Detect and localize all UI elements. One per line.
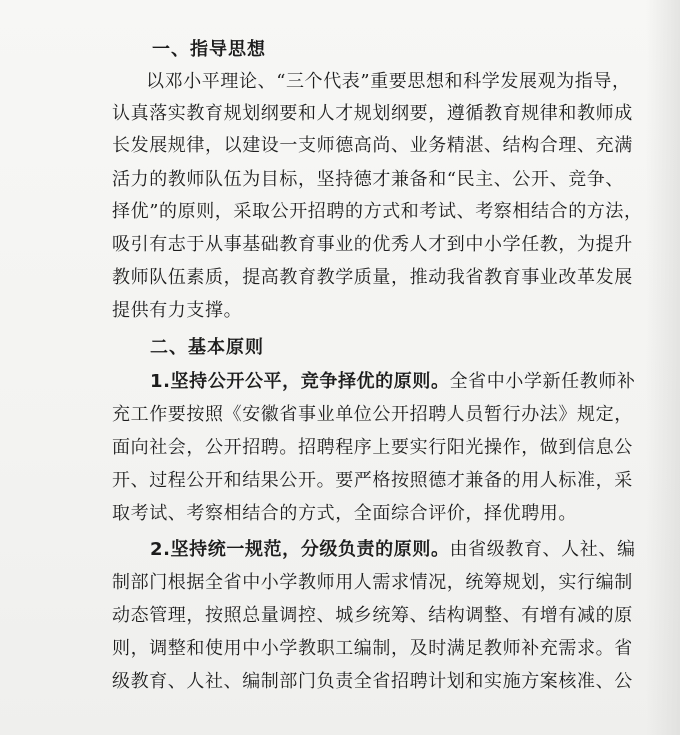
paragraph-line: 动态管理，按照总量调控、城乡统筹、结构调整、有增有减的原 bbox=[112, 605, 633, 626]
paragraph-line: 则，调整和使用中小学教职工编制，及时满足教师补充需求。省 bbox=[112, 638, 633, 659]
paragraph-line: 取考试、考察相结合的方式，全面综合评价，择优聘用。 bbox=[112, 503, 577, 524]
principle-1-title: 1.坚持公开公平，竞争择优的原则。 bbox=[150, 371, 450, 392]
paragraph-line: 教师队伍素质，提高教育教学质量，推动我省教育事业改革发展 bbox=[112, 267, 633, 288]
paragraph-line: 活力的教师队伍为目标，坚持德才兼备和“民主、公开、竞争、 bbox=[112, 169, 624, 190]
page-edge-shadow bbox=[646, 0, 680, 735]
paragraph-line: 长发展规律，以建设一支师德高尚、业务精湛、结构合理、充满 bbox=[112, 135, 633, 156]
principle-2-title: 2.坚持统一规范，分级负责的原则。 bbox=[150, 539, 450, 560]
paragraph-line: 择优”的原则，采取公开招聘的方式和考试、考察相结合的方法， bbox=[112, 201, 643, 222]
principle-2-first-line bbox=[150, 538, 636, 562]
paragraph-line: 级教育、人社、编制部门负责全省招聘计划和实施方案核准、公 bbox=[112, 671, 633, 692]
section-heading-guiding-ideology: 一、指导思想 bbox=[152, 39, 266, 60]
section-heading-basic-principles: 二、基本原则 bbox=[150, 337, 264, 358]
paragraph-line: 吸引有志于从事基础教育事业的优秀人才到中小学任教，为提升 bbox=[112, 234, 633, 255]
paragraph-line: 开、过程公开和结果公开。要严格按照德才兼备的用人标准，采 bbox=[112, 470, 633, 491]
paragraph-line: 以邓小平理论、“三个代表”重要思想和科学发展观为指导， bbox=[146, 71, 631, 92]
paragraph-line: 认真落实教育规划纲要和人才规划纲要，遵循教育规律和教师成 bbox=[112, 103, 633, 124]
paragraph-line: 制部门根据全省中小学教师用人需求情况，统筹规划，实行编制 bbox=[112, 572, 633, 593]
principle-1-first-line bbox=[150, 370, 636, 394]
principle-1-text: 全省中小学新任教师补 bbox=[449, 371, 636, 392]
paragraph-line: 提供有力支撑。 bbox=[112, 300, 243, 321]
paragraph-line: 充工作要按照《安徽省事业单位公开招聘人员暂行办法》规定， bbox=[112, 404, 633, 425]
paragraph-line: 面向社会，公开招聘。招聘程序上要实行阳光操作，做到信息公 bbox=[112, 437, 633, 458]
principle-2-text: 由省级教育、人社、编 bbox=[449, 539, 636, 560]
